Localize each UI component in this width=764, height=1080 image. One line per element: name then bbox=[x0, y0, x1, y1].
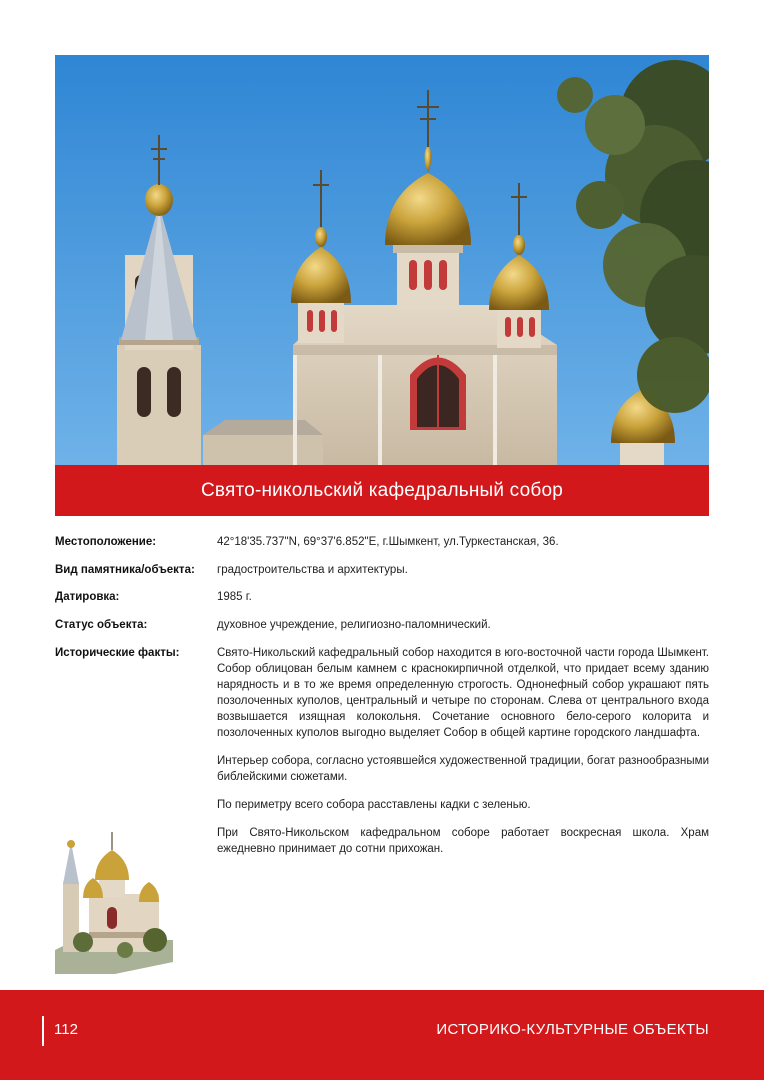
info-label: Статус объекта: bbox=[55, 619, 148, 631]
info-label: Исторические факты: bbox=[55, 647, 180, 659]
info-label: Датировка: bbox=[55, 591, 120, 603]
facts-paragraph: Интерьер собора, согласно устоявшейся художественной традиции, богат разнообразными библейскими сюжетами. bbox=[217, 755, 709, 783]
cathedral-photo-illustration bbox=[55, 55, 709, 465]
facts-paragraph: При Свято-Никольском кафедральном соборе работает воскресная школа. Храм ежедневно принимает до сотни прихожан. bbox=[217, 827, 709, 855]
cathedral-thumbnail-illustration bbox=[55, 822, 173, 974]
footer-divider bbox=[42, 1016, 44, 1046]
info-value: градостроительства и архитектуры. bbox=[217, 564, 408, 576]
info-value: 42°18'35.737"N, 69°37'6.852"E, г.Шымкент, ул.Туркестанская, 36. bbox=[217, 536, 559, 548]
facts-paragraph: Свято-Никольский кафедральный собор находится в юго-восточной части города Шымкент. Собор облицован белым камнем с краснокирпичной отделкой, что придает всему зданию нарядность и в то же время определенную строгость. Однонефный собор украшают пять позолоченных куполов, центральный и четыре по сторонам. Слева от центрального входа возвышается изящная колокольня. Сочетание основного бело-серого колорита и позолоченных куполов выгодно выделяет Собор в общей картине городского ландшафта. bbox=[217, 647, 709, 739]
section-title: ИСТОРИКО-КУЛЬТУРНЫЕ ОБЪЕКТЫ bbox=[436, 1021, 709, 1038]
page-number: 112 bbox=[54, 1021, 78, 1038]
info-label: Вид памятника/объекта: bbox=[55, 564, 195, 576]
page-footer bbox=[0, 990, 764, 1080]
info-value: 1985 г. bbox=[217, 591, 252, 603]
cathedral-thumbnail bbox=[55, 822, 173, 974]
info-value: духовное учреждение, религиозно-паломнический. bbox=[217, 619, 491, 631]
cathedral-photo bbox=[55, 55, 709, 465]
page-title-band bbox=[55, 465, 709, 516]
info-label: Местоположение: bbox=[55, 536, 157, 548]
facts-paragraph: По периметру всего собора расставлены кадки с зеленью. bbox=[217, 799, 531, 811]
page-title: Свято-никольский кафедральный собор bbox=[201, 479, 563, 501]
historical-facts bbox=[217, 645, 709, 869]
